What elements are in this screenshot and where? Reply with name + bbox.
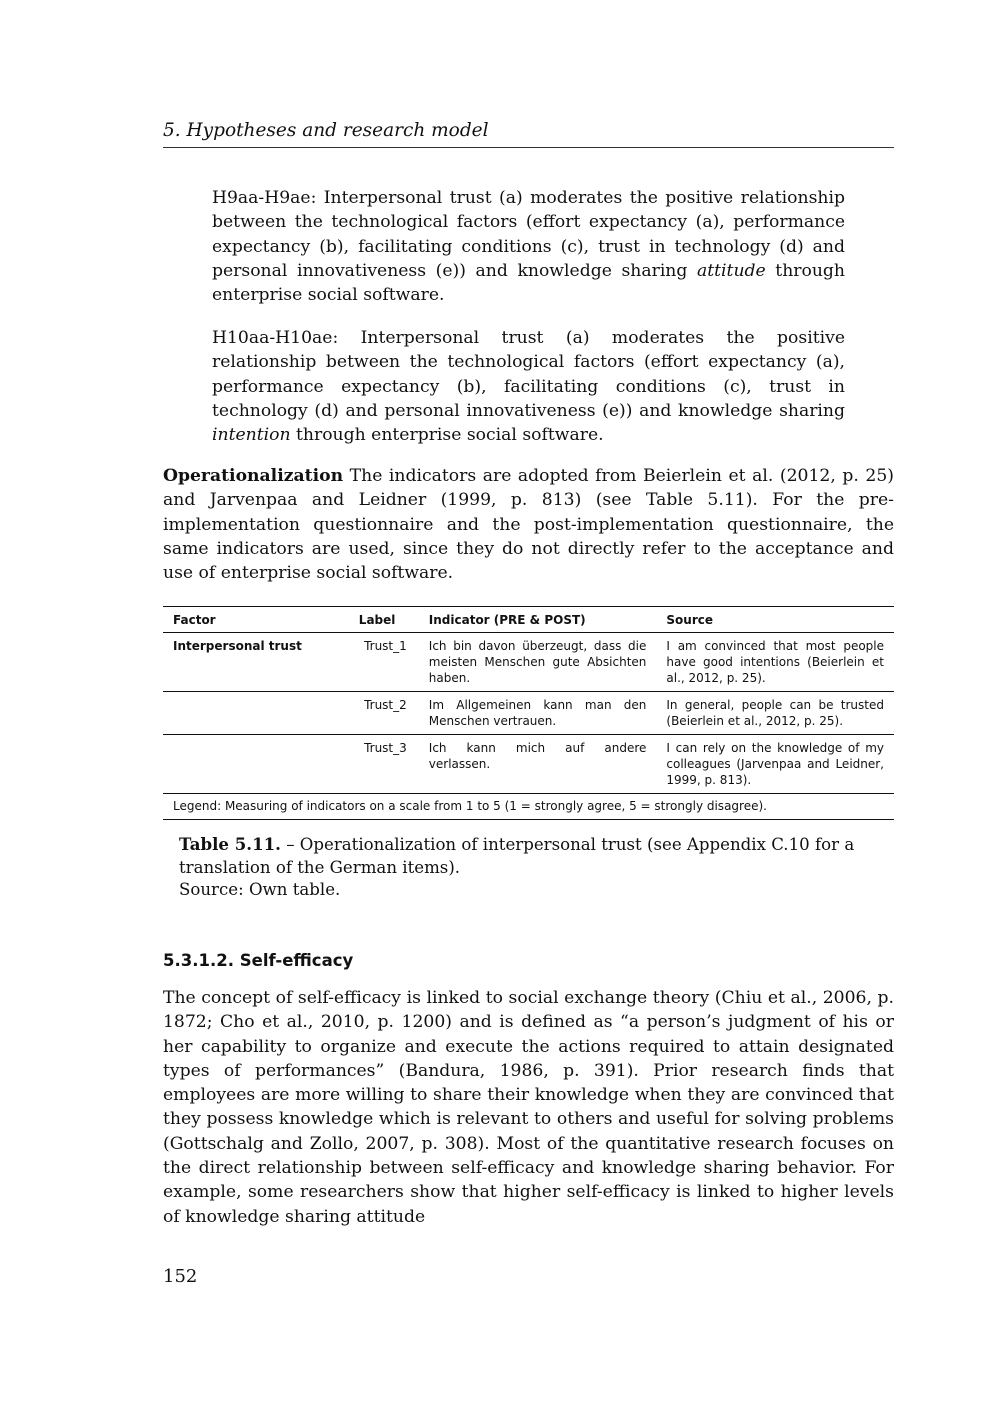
hypothesis-h9-tail: through enterprise social software.: [212, 260, 845, 306]
table-caption: [179, 833, 879, 902]
table-row: [163, 692, 894, 735]
section-heading: 5.3.1.2. Self-efficacy: [163, 951, 354, 970]
hypothesis-h9-emphasis: attitude: [696, 260, 766, 281]
page-number: 152: [163, 1266, 198, 1287]
cell-source: I am convinced that most people have good intentions (Beierlein et al., 2012, p. 25).: [656, 633, 894, 692]
hypothesis-h9-text: H9aa-H9ae: Interpersonal trust (a) moderates the positive relationship between the technological factors (effort expectancy (a), performance expectancy (b), facilitating conditions (c), trust in technology (d) and personal innovativeness (e)) and knowledge sharing: [212, 188, 845, 281]
header-indicator: Indicator (PRE & POST): [419, 607, 657, 633]
self-efficacy-paragraph: The concept of self-efficacy is linked to social exchange theory (Chiu et al., 2006, p. 1872; Cho et al., 2010, p. 1200) and is defined as “a person’s judgment of his or her capability to organize and execute the actions required to attain designated types of performances” (Bandura, 1986, p. 391). Prior research finds that employees are more willing to share their knowledge when they are convinced that they possess knowledge which is relevant to others and useful for solving problems (Gottschalg and Zollo, 2007, p. 308). Most of the quantitative research focuses on the direct relationship between self-efficacy and knowledge sharing behavior. For example, some researchers show that higher self-efficacy is linked to higher levels of knowledge sharing attitude: [163, 988, 894, 1227]
cell-label: Trust_3: [349, 735, 419, 794]
caption-label: Table 5.11.: [179, 834, 281, 854]
cell-source: In general, people can be trusted (Beierlein et al., 2012, p. 25).: [656, 692, 894, 735]
operationalization-text: The indicators are adopted from Beierlein et al. (2012, p. 25) and Jarvenpaa and Leidner (1999, p. 813) (see Table 5.11). For the pre-implementation questionnaire and the post-implementation questionnaire, the same indicators are used, since they do not directly refer to the acceptance and use of enterprise social software.: [163, 466, 894, 584]
caption-source: Source: Own table.: [179, 880, 341, 899]
cell-factor: [163, 735, 349, 794]
cell-source: I can rely on the knowledge of my colleagues (Jarvenpaa and Leidner, 1999, p. 813).: [656, 735, 894, 794]
operationalization-paragraph: [163, 464, 894, 585]
hypothesis-h10-text: H10aa-H10ae: Interpersonal trust (a) moderates the positive relationship between the technological factors (effort expectancy (a), performance expectancy (b), facilitating conditions (c), trust in technology (d) and personal innovativeness (e)) and knowledge sharing: [212, 328, 845, 421]
cell-label: Trust_2: [349, 692, 419, 735]
caption-text: – Operationalization of interpersonal trust (see Appendix C.10 for a translation of the German items).: [179, 835, 855, 877]
cell-factor: [163, 692, 349, 735]
table-legend: Legend: Measuring of indicators on a scale from 1 to 5 (1 = strongly agree, 5 = strongly disagree).: [173, 799, 767, 813]
table-row: [163, 633, 894, 692]
operationalization-table: [163, 606, 894, 820]
cell-indicator: Im Allgemeinen kann man den Menschen vertrauen.: [419, 692, 657, 735]
cell-indicator: Ich kann mich auf andere verlassen.: [419, 735, 657, 794]
header-factor: Factor: [163, 607, 349, 633]
header-source: Source: [656, 607, 894, 633]
cell-factor: Interpersonal trust: [163, 633, 349, 692]
cell-indicator: Ich bin davon überzeugt, dass die meisten Menschen gute Absichten haben.: [419, 633, 657, 692]
table-header-row: [163, 607, 894, 633]
operationalization-heading: Operationalization: [163, 466, 344, 486]
hypothesis-h10: [212, 326, 845, 447]
hypothesis-h9: [212, 186, 845, 307]
table-legend-row: [163, 794, 894, 820]
header-label: Label: [349, 607, 419, 633]
hypothesis-h10-tail: through enterprise social software.: [290, 425, 604, 446]
running-title: 5. Hypotheses and research model: [163, 120, 489, 141]
running-header: [163, 119, 894, 148]
table-row: [163, 735, 894, 794]
hypothesis-h10-emphasis: intention: [212, 425, 291, 446]
cell-label: Trust_1: [349, 633, 419, 692]
